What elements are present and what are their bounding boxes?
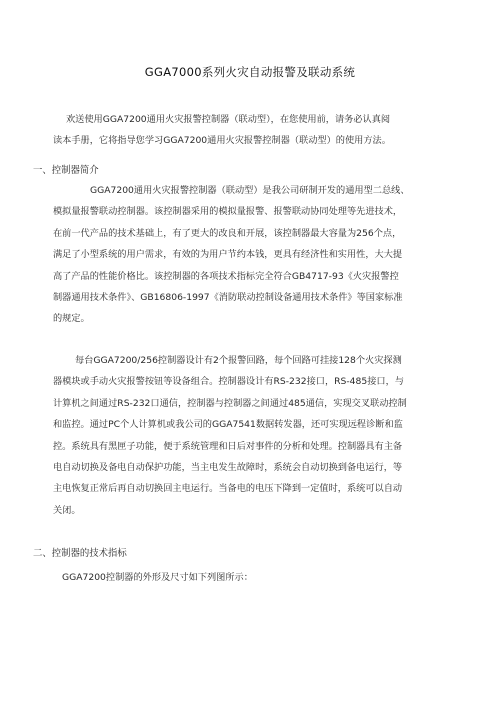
section-heading-1: 一、控制器简介	[33, 165, 99, 176]
document-title: GGA7000系列火灾自动报警及联动系统	[144, 65, 356, 79]
section1-para2-line-7: 主电恢复正常后再自动切换回主电运行。当备电的电压下降到一定值时，系统可以自动	[53, 483, 403, 495]
section1-para1-line-6: 制器通用技术条件》、GB16806-1997《消防联动控制设备通用技术条件》等国家标准	[53, 292, 403, 304]
intro-paragraph	[53, 109, 451, 152]
section1-para2-line-8: 关闭。	[53, 504, 81, 516]
section1-para1-line-3: 在前一代产品的技术基础上，有了更大的改良和开展，该控制器最大容量为256个点，	[53, 227, 402, 239]
section2-paragraph-1	[53, 567, 451, 588]
section1-para2-line-1: 每台GGA7200/256控制器设计有2个报警回路，每个回路可挂接128个火灾探测	[75, 355, 402, 366]
intro-line-1: 欢送使用GGA7200通用火灾报警控制器（联动型），在您使用前，请务必认真阅	[66, 114, 391, 125]
section1-para2-line-3: 计算机之间通过RS-232口通信，控制器与控制器之间通过485通信，实现交叉联动控制	[53, 397, 407, 409]
intro-line-2: 读本手册，它将指导您学习GGA7200通用火灾报警控制器（联动型）的使用方法。	[53, 135, 391, 147]
section1-para1-line-4: 满足了小型系统的用户需求，有效的为用户节约本钱，更具有经济性和实用性，大大提	[53, 249, 403, 261]
section1-paragraph-2	[53, 350, 451, 521]
section-heading-2: 二、控制器的技术指标	[33, 548, 127, 559]
section1-para1-line-1: GGA7200通用火灾报警控制器（联动型）是我公司研制开发的通用型二总线、	[90, 185, 410, 196]
section1-para1-line-2: 模拟量报警联动控制器。该控制器采用的模拟量报警、报警联动协同处理等先进技术，	[53, 206, 403, 218]
section1-para2-line-2: 器模块或手动火灾报警按钮等设备组合。控制器设计有RS-232接口，RS-485接口，与	[53, 376, 404, 388]
section1-para2-line-4: 和监控。通过PC个人计算机或我公司的GGA7541数据转发器，还可实现远程诊断和监	[53, 419, 403, 431]
section1-para2-line-6: 电自动切换及备电自动保护功能，当主电发生故障时，系统会自动切换到备电运行，等	[53, 462, 403, 474]
section1-para1-line-5: 高了产品的性能价格比。该控制器的各项技术指标完全符合GB4717-93《火灾报警控	[53, 270, 399, 282]
section1-paragraph-1	[53, 180, 451, 330]
section1-para1-line-7: 的规定。	[53, 313, 90, 325]
section1-para2-line-5: 控。系统具有黑匣子功能，便于系统管理和日后对事件的分析和处理。控制器具有主备	[53, 440, 403, 452]
section2-para1-line-1: GGA7200控制器的外形及尺寸如下列图所示：	[62, 572, 253, 583]
